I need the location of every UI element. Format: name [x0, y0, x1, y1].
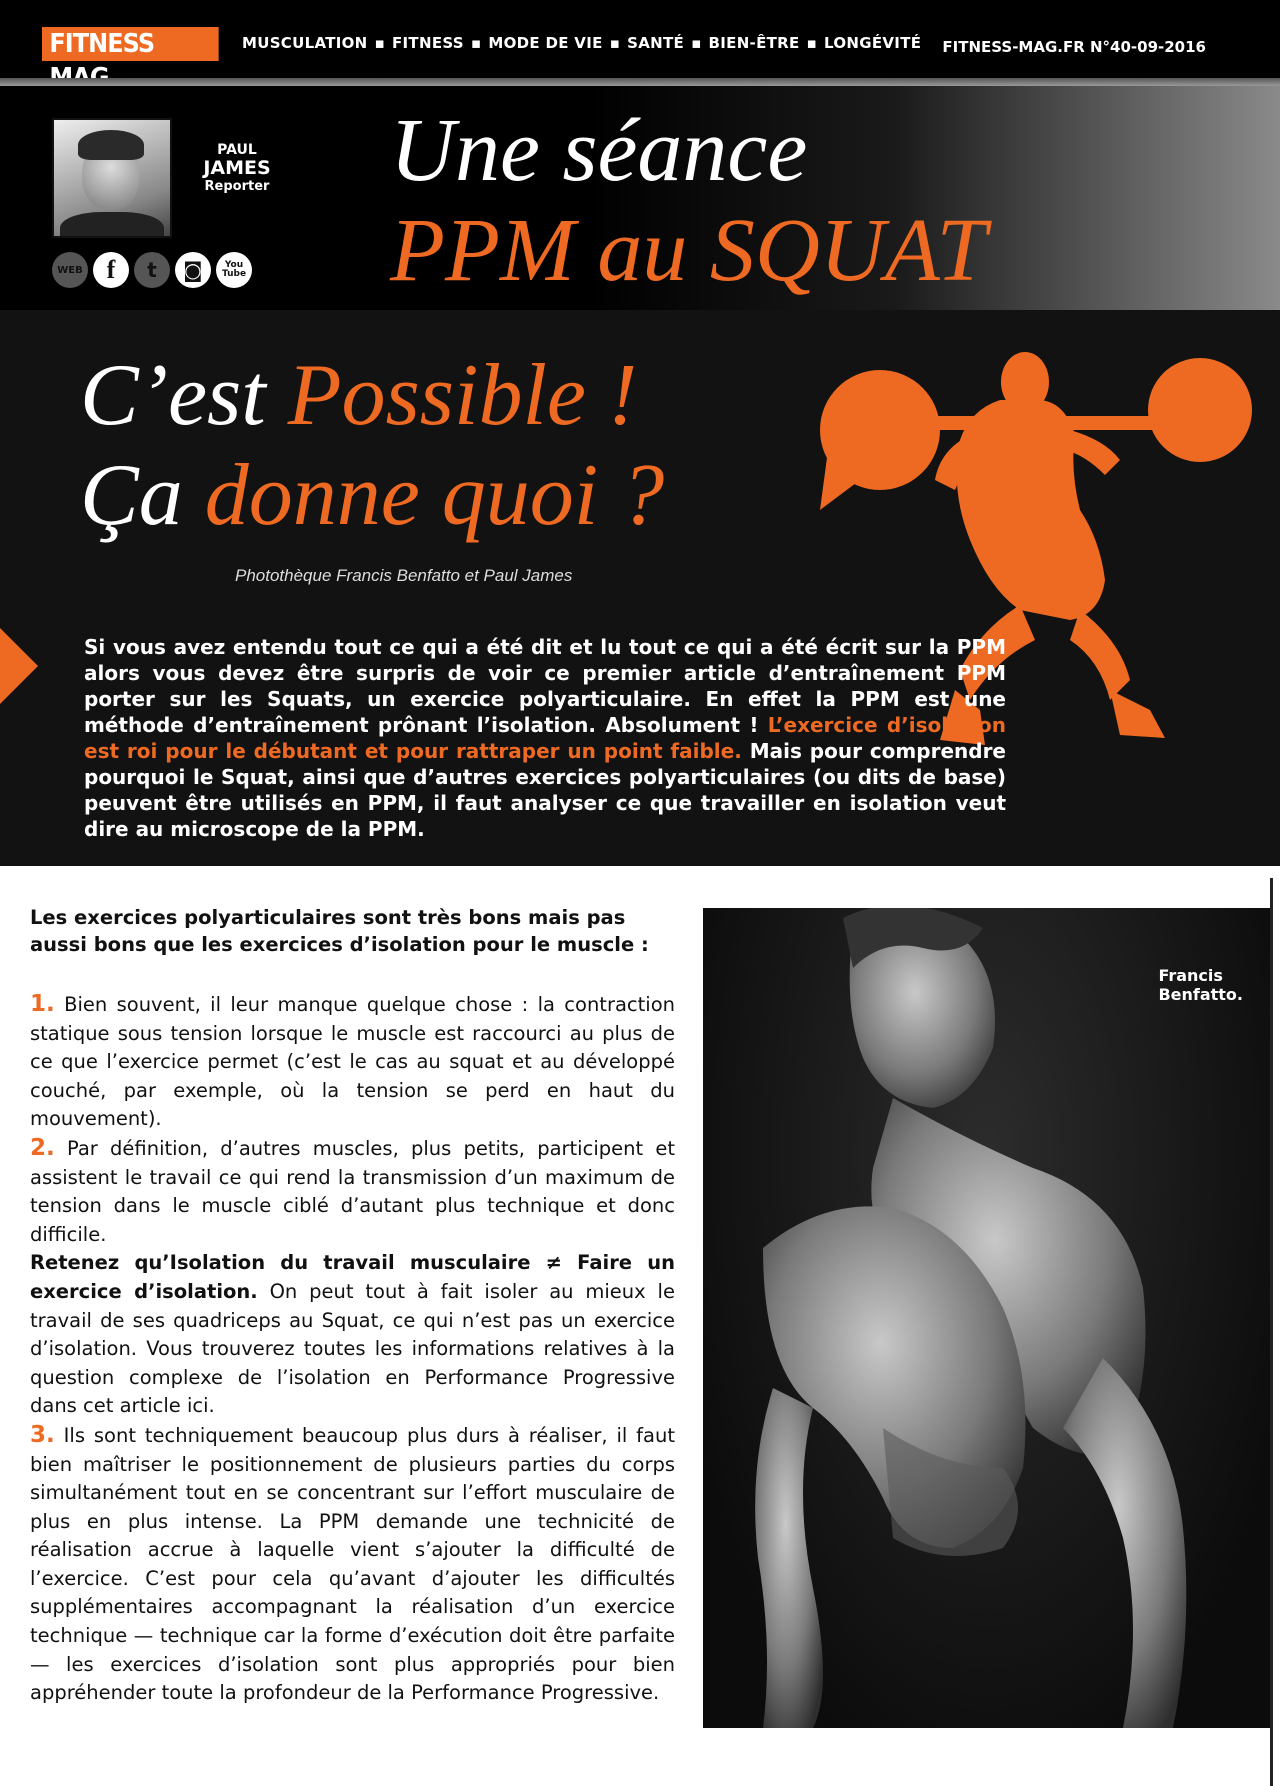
- magazine-logo[interactable]: FITNESS: [42, 27, 219, 61]
- paragraph-text: On peut tout à fait isoler au mieux le travail de ses quadriceps au Squat, ce qui n’est pas un exercice d’isolation. Vous trouverez toutes les informations relatives à la question complexe de l’isolation en Performance Progressive dans cet article ici.: [30, 1279, 675, 1418]
- twitter-icon[interactable]: t: [134, 252, 170, 288]
- subtitle-line2: [80, 447, 665, 544]
- top-bar: [0, 0, 1280, 78]
- caption-line2: Benfatto.: [1158, 985, 1243, 1004]
- page-edge-rule: [1270, 878, 1273, 1786]
- paragraph-2: [30, 1134, 675, 1249]
- bodybuilder-figure: [703, 908, 1271, 1728]
- list-number: 1.: [30, 991, 55, 1017]
- nav-item-mode-de-vie[interactable]: MODE DE VIE: [488, 34, 603, 52]
- nav-item-fitness[interactable]: FITNESS: [392, 34, 464, 52]
- social-links: [52, 252, 252, 288]
- intro-text-1: Si vous avez entendu tout ce qui a été dit et lu tout ce qui a été écrit sur la PPM alors vous devez être surpris de voir ce premier article d’entraînement PPM porter sur les Squats, un exercice polyarticulaire. En effet la PPM est une méthode d’entraînement prônant l’isolation. Absolument !: [84, 635, 1006, 737]
- author-role: Reporter: [204, 178, 270, 194]
- article-title-line1: Une séance: [390, 101, 808, 200]
- photo-caption: [1158, 966, 1243, 1004]
- nav-item-sante[interactable]: SANTÉ: [627, 34, 685, 52]
- subtitle-line1-white: C’est: [80, 347, 288, 444]
- intro-marker-icon: [0, 628, 38, 704]
- nav-separator: ▪: [374, 34, 385, 52]
- subtitle-line2-orange: donne quoi ?: [204, 447, 665, 544]
- article-heading: Les exercices polyarticulaires sont très bons mais pas aussi bons que les exercices d’isolation pour le muscle :: [30, 906, 649, 956]
- caption-line1: Francis: [1158, 966, 1223, 985]
- paragraph-text: Bien souvent, il leur manque quelque chose : la contraction statique sous tension lorsque le muscle est raccourci au plus de ce que l’exercice permet (c’est le cas au squat et au développé couché, par exemple, où la tension se perd en haut du mouvement).: [30, 993, 675, 1131]
- author-photo: [52, 118, 172, 238]
- header-divider: [0, 78, 1280, 86]
- paragraph-4: [30, 1421, 675, 1708]
- author-last-name: JAMES: [203, 157, 271, 180]
- article-body: [30, 990, 675, 1708]
- nav-item-musculation[interactable]: MUSCULATION: [242, 34, 368, 52]
- nav-separator: ▪: [609, 34, 621, 52]
- subtitle-line2-white: Ça: [80, 447, 205, 544]
- instagram-icon[interactable]: ◙: [175, 252, 211, 288]
- nav-item-bien-etre[interactable]: BIEN-ÊTRE: [708, 34, 800, 52]
- paragraph-3: [30, 1249, 675, 1421]
- list-number: 3.: [30, 1421, 55, 1448]
- nav-separator: ▪: [691, 34, 702, 52]
- key-statement: Retenez qu’Isolation du travail musculaire ≠ Faire un exercice d’isolation.: [30, 1251, 675, 1303]
- article-title-line2: PPM au SQUAT: [390, 201, 987, 300]
- author-first-name: PAUL: [217, 142, 257, 158]
- web-icon[interactable]: WEB: [52, 252, 88, 288]
- nav-item-longevite[interactable]: LONGÉVITÉ: [824, 34, 922, 52]
- subtitle-line1: [80, 347, 638, 444]
- intro-paragraph: [84, 634, 1006, 842]
- author-block: [192, 142, 282, 195]
- category-nav: [242, 34, 921, 52]
- paragraph-text: Ils sont techniquement beaucoup plus durs à réaliser, il faut bien maîtriser le positionnement de plusieurs parties du corps simultanément tout en se concentrant sur l’effort musculaire de plus en plus intense. La PPM demande une technicité de réalisation accrue à laquelle vient s’ajouter la difficulté de l’exercice. C’est pour cela qu’avant d’ajouter les difficultés supplémentaires accompagnant la réalisation d’un exercice technique — technique car la forme d’exécution doit être parfaite — les exercices d’isolation sont plus appropriés pour bien appréhender toute la profondeur de la Performance Progressive.: [30, 1423, 675, 1705]
- paragraph-1: [30, 990, 675, 1134]
- facebook-icon[interactable]: f: [93, 252, 129, 288]
- intro-highlight: L’exercice d’isolation est roi pour le débutant et pour rattraper un point faible.: [84, 713, 1006, 763]
- paragraph-text: Par définition, d’autres muscles, plus petits, participent et assistent le travail ce qui rend la transmission d’un maximum de tension dans le muscle ciblé d’autant plus technique et donc difficile.: [30, 1136, 675, 1246]
- nav-separator: ▪: [470, 34, 482, 52]
- youtube-icon[interactable]: You Tube: [216, 252, 252, 288]
- bodybuilder-photo: [703, 908, 1271, 1728]
- intro-text-2: Mais pour comprendre pourquoi le Squat, ainsi que d’autres exercices polyarticulaires (ou dits de base) peuvent être utilisés en PPM, il faut analyser ce que travailler en isolation veut dire au microscope de la PPM.: [84, 739, 1006, 841]
- list-number: 2.: [30, 1134, 55, 1161]
- nav-separator: ▪: [806, 34, 818, 52]
- issue-info: FITNESS-MAG.FR N°40-09-2016: [942, 38, 1206, 56]
- subtitle-line1-orange: Possible !: [287, 347, 638, 444]
- photo-credit: Photothèque Francis Benfatto et Paul James: [235, 566, 573, 585]
